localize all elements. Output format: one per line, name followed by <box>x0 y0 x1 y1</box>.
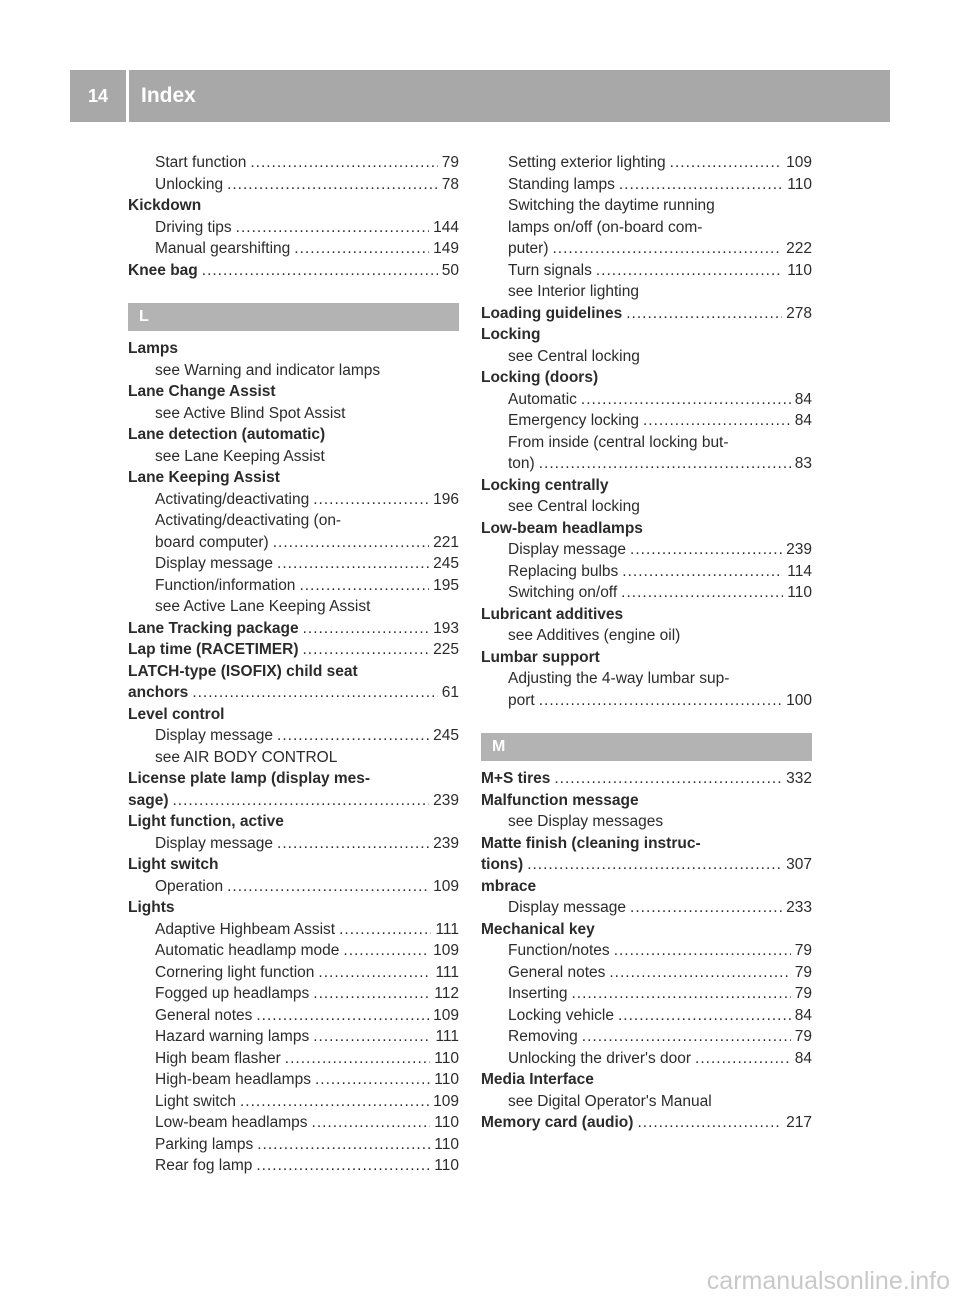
index-entry <box>128 854 459 876</box>
entry-text: Fogged up headlamps <box>155 985 310 1002</box>
entry-text: Low-beam headlamps <box>481 519 643 537</box>
index-subentry <box>128 1112 459 1134</box>
page-reference: 109 <box>433 942 459 959</box>
entry-text: Function/notes <box>508 942 610 959</box>
entry-text: Function/information <box>155 576 296 594</box>
page-reference: 195 <box>433 576 459 594</box>
dot-leader <box>539 453 791 475</box>
section-spacer <box>481 711 812 733</box>
index-subentry <box>128 596 459 618</box>
index-subentry <box>128 962 459 984</box>
page-header <box>70 70 890 122</box>
index-subentry <box>128 876 459 898</box>
dot-leader <box>695 1048 791 1070</box>
page-reference: 144 <box>433 218 459 236</box>
dot-leader <box>250 152 437 174</box>
index-subentry <box>481 625 812 647</box>
dot-leader <box>539 690 782 712</box>
dot-leader <box>554 768 782 790</box>
entry-text: Turn signals <box>508 261 592 279</box>
entry-text: Manual gearshifting <box>155 240 291 257</box>
dot-leader <box>630 539 782 561</box>
dot-leader <box>609 962 790 984</box>
entry-text: Activating/deactivating <box>155 490 310 508</box>
index-subentry <box>128 940 459 962</box>
entry-text: Lane Keeping Assist <box>128 469 280 486</box>
page-reference: 245 <box>433 555 459 572</box>
index-subentry <box>128 360 459 382</box>
page-reference: 79 <box>794 963 812 981</box>
index-subentry <box>128 747 459 769</box>
dot-leader <box>285 1048 430 1070</box>
index-subentry <box>128 1005 459 1027</box>
dot-leader <box>256 1155 430 1177</box>
entry-text: see AIR BODY CONTROL <box>155 748 338 766</box>
page-reference: 239 <box>786 541 812 558</box>
entry-text: Knee bag <box>128 261 198 279</box>
dot-leader <box>622 561 783 583</box>
dot-leader <box>596 260 783 282</box>
index-entry <box>128 467 459 489</box>
entry-text: Display message <box>508 541 627 558</box>
page-reference: 222 <box>786 240 812 257</box>
entry-text: Rear fog lamp <box>155 1157 253 1174</box>
index-subentry <box>128 553 459 575</box>
index-subentry <box>128 725 459 747</box>
index-subentry <box>128 919 459 941</box>
entry-text: Memory card (audio) <box>481 1114 634 1131</box>
entry-text: Lights <box>128 899 175 916</box>
index-entry <box>481 518 812 540</box>
page-reference: 239 <box>433 834 459 852</box>
header-divider <box>126 70 129 122</box>
page-reference: 307 <box>786 856 812 873</box>
index-subentry <box>128 217 459 239</box>
page-reference: 79 <box>794 985 812 1002</box>
index-subentry <box>481 260 812 282</box>
entry-text: Adaptive Highbeam Assist <box>155 920 336 938</box>
dot-leader <box>227 174 438 196</box>
page-reference: 111 <box>435 963 459 981</box>
page-reference: 239 <box>433 791 459 809</box>
index-subentry <box>481 962 812 984</box>
entry-text: Display message <box>155 727 274 744</box>
entry-text: Light switch <box>128 856 219 873</box>
page-reference: 193 <box>433 619 459 637</box>
entry-text: Kickdown <box>128 197 202 214</box>
index-subentry <box>128 532 459 554</box>
page-reference: 61 <box>441 684 459 701</box>
entry-text: Automatic <box>508 390 577 408</box>
entry-text: From inside (central locking but- <box>508 433 729 451</box>
index-subentry <box>128 174 459 196</box>
dot-leader <box>277 553 429 575</box>
entry-text: Lane detection (automatic) <box>128 426 326 443</box>
entry-text: Lumbar support <box>481 648 600 666</box>
index-entry <box>481 854 812 876</box>
entry-text: Switching the daytime running <box>508 197 715 214</box>
entry-text: Light switch <box>155 1092 236 1110</box>
index-entry <box>481 833 812 855</box>
dot-leader <box>527 854 782 876</box>
page-reference: 110 <box>434 1135 459 1153</box>
index-subentry <box>128 1069 459 1091</box>
page-reference: 110 <box>434 1157 459 1174</box>
entry-text: Emergency locking <box>508 412 639 429</box>
dot-leader <box>299 575 429 597</box>
page-reference: 78 <box>441 175 459 193</box>
entry-text: Lane Tracking package <box>128 619 299 637</box>
dot-leader <box>236 217 429 239</box>
index-entry <box>481 324 812 346</box>
dot-leader <box>240 1091 429 1113</box>
page-reference: 109 <box>433 877 459 895</box>
entry-text: see Active Lane Keeping Assist <box>155 598 371 615</box>
page-reference: 111 <box>435 1028 459 1045</box>
dot-leader <box>257 1134 430 1156</box>
entry-text: see Digital Operator's Manual <box>508 1092 712 1110</box>
entry-text: lamps on/off (on-board com- <box>508 218 703 236</box>
index-subentry <box>481 940 812 962</box>
entry-text: Standing lamps <box>508 175 615 193</box>
entry-text: ton) <box>508 455 535 472</box>
entry-text: Replacing bulbs <box>508 562 619 580</box>
index-subentry <box>481 389 812 411</box>
page-reference: 110 <box>434 1114 459 1131</box>
page-reference: 110 <box>787 584 812 601</box>
dot-leader <box>581 389 791 411</box>
index-subentry <box>481 690 812 712</box>
index-subentry <box>128 1155 459 1177</box>
entry-text: Locking (doors) <box>481 369 599 386</box>
page-reference: 84 <box>794 390 812 408</box>
index-column-left <box>128 152 459 1177</box>
index-subentry <box>128 983 459 1005</box>
index-entry <box>128 260 459 282</box>
page-reference: 225 <box>433 641 459 658</box>
dot-leader <box>277 725 429 747</box>
index-subentry <box>128 403 459 425</box>
entry-text: General notes <box>155 1006 253 1024</box>
entry-text: Locking vehicle <box>508 1006 614 1024</box>
dot-leader <box>273 532 429 554</box>
index-subentry <box>481 897 812 919</box>
index-entry <box>481 475 812 497</box>
index-entry <box>128 424 459 446</box>
entry-text: Switching on/off <box>508 584 618 601</box>
dot-leader <box>202 260 438 282</box>
dot-leader <box>303 639 430 661</box>
entry-text: Activating/deactivating (on- <box>155 512 342 529</box>
entry-text: Unlocking the driver's door <box>508 1049 692 1067</box>
entry-text: Media Interface <box>481 1071 594 1088</box>
dot-leader <box>312 1112 431 1134</box>
page-reference: 79 <box>794 1028 812 1045</box>
page-reference: 109 <box>433 1092 459 1110</box>
dot-leader <box>643 410 791 432</box>
dot-leader <box>670 152 782 174</box>
dot-leader <box>294 238 429 260</box>
index-entry <box>481 790 812 812</box>
entry-text: mbrace <box>481 877 537 895</box>
index-subentry <box>128 833 459 855</box>
entry-text: Display message <box>508 899 627 916</box>
index-subentry <box>481 1026 812 1048</box>
index-subentry <box>481 152 812 174</box>
entry-text: Level control <box>128 705 225 723</box>
entry-text: Lamps <box>128 340 178 357</box>
index-entry <box>128 811 459 833</box>
page-reference: 278 <box>786 304 812 322</box>
entry-text: see Warning and indicator lamps <box>155 361 381 379</box>
entry-text: tions) <box>481 856 524 873</box>
index-subentry <box>481 1048 812 1070</box>
dot-leader <box>173 790 430 812</box>
dot-leader <box>277 833 429 855</box>
entry-text: High-beam headlamps <box>155 1071 311 1088</box>
entry-text: Parking lamps <box>155 1135 254 1153</box>
entry-text: Driving tips <box>155 218 232 236</box>
index-entry <box>481 1069 812 1091</box>
entry-text: see Central locking <box>508 498 640 515</box>
page-number: 14 <box>87 85 109 106</box>
dot-leader <box>313 489 429 511</box>
entry-text: sage) <box>128 791 169 809</box>
entry-text: board computer) <box>155 533 269 551</box>
page-reference: 221 <box>433 533 459 551</box>
index-entry <box>128 897 459 919</box>
entry-text: Lap time (RACETIMER) <box>128 641 299 658</box>
entry-text: Loading guidelines <box>481 304 623 322</box>
entry-text: Display message <box>155 834 274 852</box>
entry-text: puter) <box>508 240 549 257</box>
index-column-right <box>481 152 812 1134</box>
entry-text: Locking <box>481 326 541 343</box>
section-letter-heading: L <box>128 303 459 331</box>
entry-text: High beam flasher <box>155 1049 281 1067</box>
index-subentry <box>128 510 459 532</box>
index-subentry <box>481 811 812 833</box>
entry-text: Locking centrally <box>481 476 609 494</box>
dot-leader <box>256 1005 429 1027</box>
index-entry <box>128 704 459 726</box>
index-subentry <box>481 561 812 583</box>
index-entry <box>481 647 812 669</box>
index-entry <box>481 303 812 325</box>
page-reference: 196 <box>433 490 459 508</box>
watermark: carmanualsonline.info <box>706 1267 950 1295</box>
entry-text: Lane Change Assist <box>128 383 276 400</box>
index-subentry <box>481 410 812 432</box>
page-reference: 84 <box>794 1049 812 1067</box>
page-reference: 83 <box>794 455 812 472</box>
entry-text: see Active Blind Spot Assist <box>155 404 346 422</box>
dot-leader <box>313 1026 431 1048</box>
index-entry <box>128 381 459 403</box>
page-reference: 233 <box>786 899 812 916</box>
index-subentry <box>481 217 812 239</box>
page-reference: 79 <box>794 942 812 959</box>
entry-text: Hazard warning lamps <box>155 1028 310 1045</box>
entry-text: LATCH-type (ISOFIX) child seat <box>128 662 358 680</box>
page-reference: 110 <box>787 175 812 193</box>
index-subentry <box>481 281 812 303</box>
page-reference: 79 <box>441 154 459 171</box>
dot-leader <box>192 682 437 704</box>
page-reference: 112 <box>434 985 459 1002</box>
dot-leader <box>318 962 431 984</box>
page-reference: 110 <box>434 1071 459 1088</box>
index-entry <box>128 338 459 360</box>
dot-leader <box>619 174 783 196</box>
index-subentry <box>128 575 459 597</box>
index-entry <box>128 639 459 661</box>
index-entry <box>481 604 812 626</box>
entry-text: Start function <box>155 154 247 171</box>
index-entry <box>128 661 459 683</box>
dot-leader <box>227 876 429 898</box>
index-entry <box>481 876 812 898</box>
dot-leader <box>630 897 782 919</box>
index-subentry <box>128 1026 459 1048</box>
index-subentry <box>481 496 812 518</box>
dot-leader <box>343 940 429 962</box>
dot-leader <box>618 1005 791 1027</box>
index-entry <box>481 919 812 941</box>
index-subentry <box>128 489 459 511</box>
index-entry <box>128 618 459 640</box>
entry-text: Lubricant additives <box>481 605 624 623</box>
index-entry <box>481 768 812 790</box>
dot-leader <box>621 582 783 604</box>
entry-text: see Additives (engine oil) <box>508 627 681 644</box>
index-subentry <box>481 346 812 368</box>
entry-text: see Central locking <box>508 347 640 365</box>
entry-text: General notes <box>508 963 606 981</box>
page-reference: 100 <box>786 691 812 709</box>
page-reference: 245 <box>433 727 459 744</box>
index-subentry <box>481 1005 812 1027</box>
page-reference: 332 <box>786 770 812 787</box>
entry-text: see Display messages <box>508 813 664 830</box>
page-reference: 111 <box>435 920 459 938</box>
entry-text: Mechanical key <box>481 920 595 938</box>
page-reference: 50 <box>441 261 459 279</box>
index-entry <box>481 1112 812 1134</box>
index-subentry <box>481 453 812 475</box>
entry-text: Unlocking <box>155 175 224 193</box>
entry-text: Automatic headlamp mode <box>155 942 340 959</box>
index-subentry <box>128 152 459 174</box>
entry-text: Operation <box>155 877 224 895</box>
index-subentry <box>481 539 812 561</box>
dot-leader <box>303 618 430 640</box>
index-subentry <box>481 174 812 196</box>
dot-leader <box>315 1069 430 1091</box>
entry-text: Setting exterior lighting <box>508 154 666 171</box>
page-reference: 149 <box>433 240 459 257</box>
entry-text: Removing <box>508 1028 578 1045</box>
index-subentry <box>481 195 812 217</box>
page-title: Index <box>141 84 196 107</box>
dot-leader <box>582 1026 791 1048</box>
entry-text: Light function, active <box>128 813 284 830</box>
dot-leader <box>313 983 430 1005</box>
section-spacer <box>128 281 459 303</box>
dot-leader <box>637 1112 782 1134</box>
entry-text: Cornering light function <box>155 963 315 981</box>
page-reference: 84 <box>794 1006 812 1024</box>
index-subentry <box>128 446 459 468</box>
index-entry <box>481 367 812 389</box>
index-entry <box>128 768 459 790</box>
entry-text: M+S tires <box>481 770 551 787</box>
index-subentry <box>481 432 812 454</box>
index-subentry <box>481 1091 812 1113</box>
entry-text: anchors <box>128 684 189 701</box>
entry-text: Adjusting the 4-way lumbar sup- <box>508 670 730 687</box>
dot-leader <box>626 303 782 325</box>
page-reference: 109 <box>433 1006 459 1024</box>
page-reference: 110 <box>434 1049 459 1067</box>
index-subentry <box>128 1048 459 1070</box>
index-subentry <box>128 1091 459 1113</box>
page-reference: 110 <box>787 261 812 279</box>
entry-text: Matte finish (cleaning instruc- <box>481 834 701 852</box>
dot-leader <box>571 983 790 1005</box>
entry-text: Display message <box>155 555 274 572</box>
entry-text: port <box>508 691 535 709</box>
index-entry <box>128 682 459 704</box>
entry-text: Malfunction message <box>481 791 639 809</box>
entry-text: see Interior lighting <box>508 283 639 300</box>
entry-text: Low-beam headlamps <box>155 1114 308 1131</box>
index-subentry <box>481 668 812 690</box>
index-subentry <box>481 238 812 260</box>
index-entry <box>128 790 459 812</box>
page-reference: 109 <box>786 154 812 171</box>
index-subentry <box>481 983 812 1005</box>
page-reference: 84 <box>794 412 812 429</box>
index-entry <box>128 195 459 217</box>
entry-text: Inserting <box>508 985 568 1002</box>
index-subentry <box>128 1134 459 1156</box>
entry-text: see Lane Keeping Assist <box>155 447 325 465</box>
entry-text: License plate lamp (display mes- <box>128 770 371 787</box>
dot-leader <box>614 940 791 962</box>
index-subentry <box>481 582 812 604</box>
index-subentry <box>128 238 459 260</box>
page-reference: 114 <box>787 562 812 580</box>
section-letter-heading: M <box>481 733 812 761</box>
dot-leader <box>553 238 783 260</box>
dot-leader <box>339 919 431 941</box>
page-reference: 217 <box>786 1114 812 1131</box>
